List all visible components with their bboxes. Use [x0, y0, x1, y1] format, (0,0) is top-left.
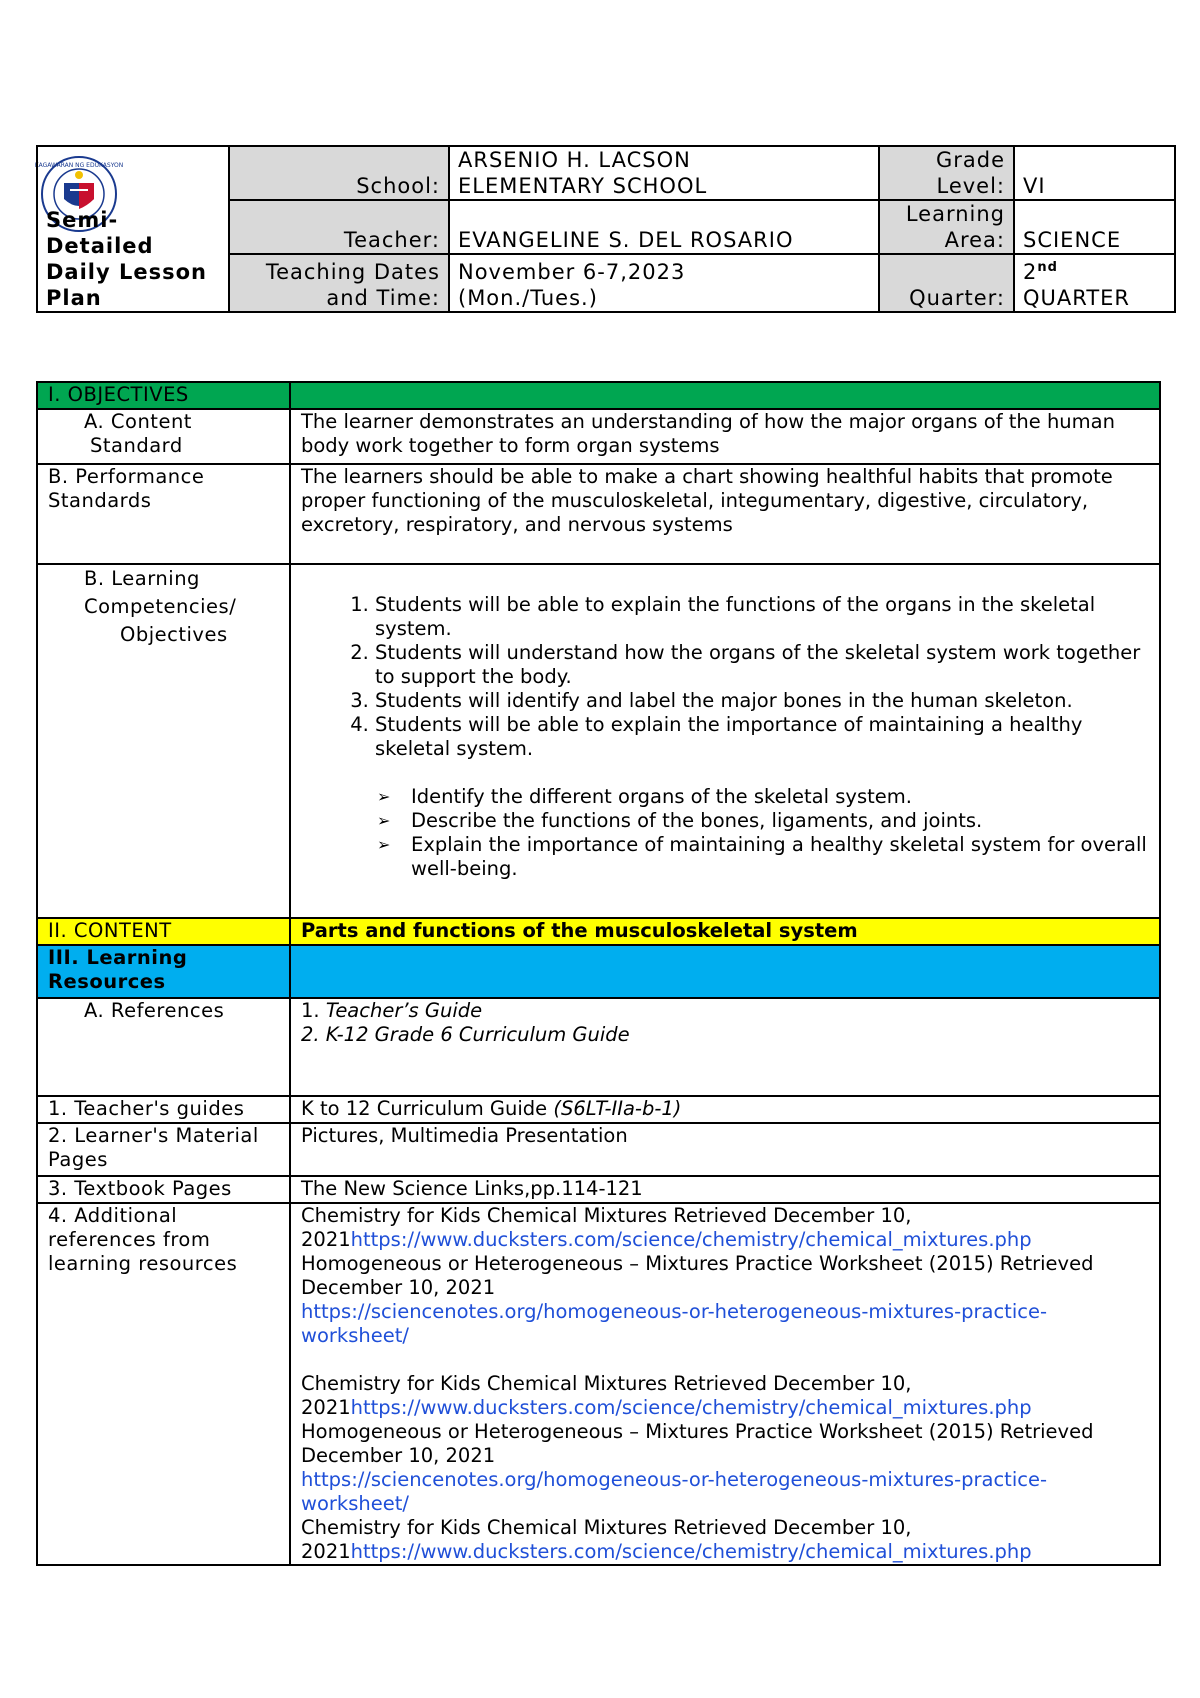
objectives-numbered-list — [301, 593, 1149, 761]
content-standard-label: A. Content Standard — [37, 409, 290, 464]
reference-link[interactable]: https://www.ducksters.com/science/chemistry/chemical_mixtures.php — [350, 1396, 1032, 1419]
learning-competencies-label: B. Learning Competencies/ Objectives — [37, 564, 290, 918]
objectives-heading-blank — [290, 382, 1160, 409]
reference-entry: Chemistry for Kids Chemical Mixtures Retrieved December 10, 2021https://www.ducksters.com/science/chemistry/chemical_mixtures.php — [301, 1372, 1032, 1419]
objectives-heading: I. OBJECTIVES — [37, 382, 290, 409]
teacher-value: EVANGELINE S. DEL ROSARIO — [449, 200, 879, 254]
additional-references-label: 4. Additional references from learning resources — [37, 1203, 290, 1565]
quarter-label: Quarter: — [879, 254, 1014, 312]
grade-value: VI — [1014, 146, 1175, 200]
quarter-value: 2nd QUARTER — [1014, 254, 1175, 312]
list-item: ➢ Identify the different organs of the skeletal system. — [411, 785, 1149, 809]
reference-link[interactable]: https://www.ducksters.com/science/chemistry/chemical_mixtures.php — [350, 1540, 1032, 1563]
school-value: ARSENIO H. LACSON ELEMENTARY SCHOOL — [449, 146, 879, 200]
teaching-dates-value: November 6-7,2023 (Mon./Tues.) — [449, 254, 879, 312]
doc-type-cell: Semi- Detailed Daily Lesson Plan — [37, 146, 229, 312]
teaching-dates-label: Teaching Dates and Time: — [229, 254, 449, 312]
textbook-pages-value: The New Science Links,pp.114-121 — [290, 1176, 1160, 1203]
reference-link[interactable]: https://sciencenotes.org/homogeneous-or-heterogeneous-mixtures-practice-worksheet/ — [301, 1468, 1047, 1515]
grade-label: Grade Level: — [879, 146, 1014, 200]
reference-entry: Homogeneous or Heterogeneous – Mixtures Practice Worksheet (2015) Retrieved December 10, 2021 https://sciencenotes.org/homogeneous-or-heterogeneous-mixtures-practice-worksheet/ — [301, 1252, 1094, 1347]
svg-text:KAGAWARAN NG EDUKASYON: KAGAWARAN NG EDUKASYON — [34, 162, 124, 169]
reference-entry: Homogeneous or Heterogeneous – Mixtures Practice Worksheet (2015) Retrieved December 10, 2021 https://sciencenotes.org/homogeneous-or-heterogeneous-mixtures-practice-worksheet/ — [301, 1420, 1094, 1515]
learning-resources-heading: III. Learning Resources — [37, 945, 290, 998]
learners-material-value: Pictures, Multimedia Presentation — [290, 1123, 1160, 1176]
objectives-bullet-list — [301, 785, 1149, 881]
teacher-label: Teacher: — [229, 200, 449, 254]
reference-link[interactable]: https://sciencenotes.org/homogeneous-or-heterogeneous-mixtures-practice-worksheet/ — [301, 1300, 1047, 1347]
learning-resources-blank — [290, 945, 1160, 998]
content-text: Parts and functions of the musculoskeletal system — [290, 918, 1160, 945]
teachers-guides-value: K to 12 Curriculum Guide (S6LT-IIa-b-1) — [290, 1096, 1160, 1123]
additional-references-list — [290, 1203, 1160, 1565]
list-item: 4. Students will be able to explain the importance of maintaining a healthy skeletal system. — [375, 713, 1149, 761]
list-item: ➢ Describe the functions of the bones, ligaments, and joints. — [411, 809, 1149, 833]
content-standard-text: The learner demonstrates an understanding of how the major organs of the human body work together to form organ systems — [290, 409, 1160, 464]
reference-link[interactable]: https://www.ducksters.com/science/chemistry/chemical_mixtures.php — [350, 1228, 1032, 1251]
learning-area-label: Learning Area: — [879, 200, 1014, 254]
learning-area-value: SCIENCE — [1014, 200, 1175, 254]
list-item: 3. Students will identify and label the major bones in the human skeleton. — [375, 689, 1149, 713]
teachers-guides-label: 1. Teacher's guides — [37, 1096, 290, 1123]
textbook-pages-label: 3. Textbook Pages — [37, 1176, 290, 1203]
lesson-plan-table — [36, 381, 1161, 1566]
learning-competencies-content — [290, 564, 1160, 918]
performance-standards-text: The learners should be able to make a chart showing healthful habits that promote proper functioning of the musculoskeletal, integumentary, digestive, circulatory, excretory, respiratory, and nervous systems — [290, 464, 1160, 564]
references-label: A. References — [37, 998, 290, 1096]
references-list: 1. Teacher’s Guide 2. K-12 Grade 6 Curriculum Guide — [290, 998, 1160, 1096]
school-label: School: — [229, 146, 449, 200]
header-table — [36, 145, 1176, 313]
performance-standards-label: B. Performance Standards — [37, 464, 290, 564]
reference-entry: Chemistry for Kids Chemical Mixtures Retrieved December 10, 2021https://www.ducksters.com/science/chemistry/chemical_mixtures.php — [301, 1204, 1032, 1251]
list-item: ➢ Explain the importance of maintaining a healthy skeletal system for overall well-being. — [411, 833, 1149, 881]
reference-entry: Chemistry for Kids Chemical Mixtures Retrieved December 10, 2021https://www.ducksters.com/science/chemistry/chemical_mixtures.php — [301, 1516, 1032, 1563]
list-item: 1. Students will be able to explain the functions of the organs in the skeletal system. — [375, 593, 1149, 641]
list-item: 2. Students will understand how the organs of the skeletal system work together to support the body. — [375, 641, 1149, 689]
learners-material-label: 2. Learner's Material Pages — [37, 1123, 290, 1176]
content-heading: II. CONTENT — [37, 918, 290, 945]
